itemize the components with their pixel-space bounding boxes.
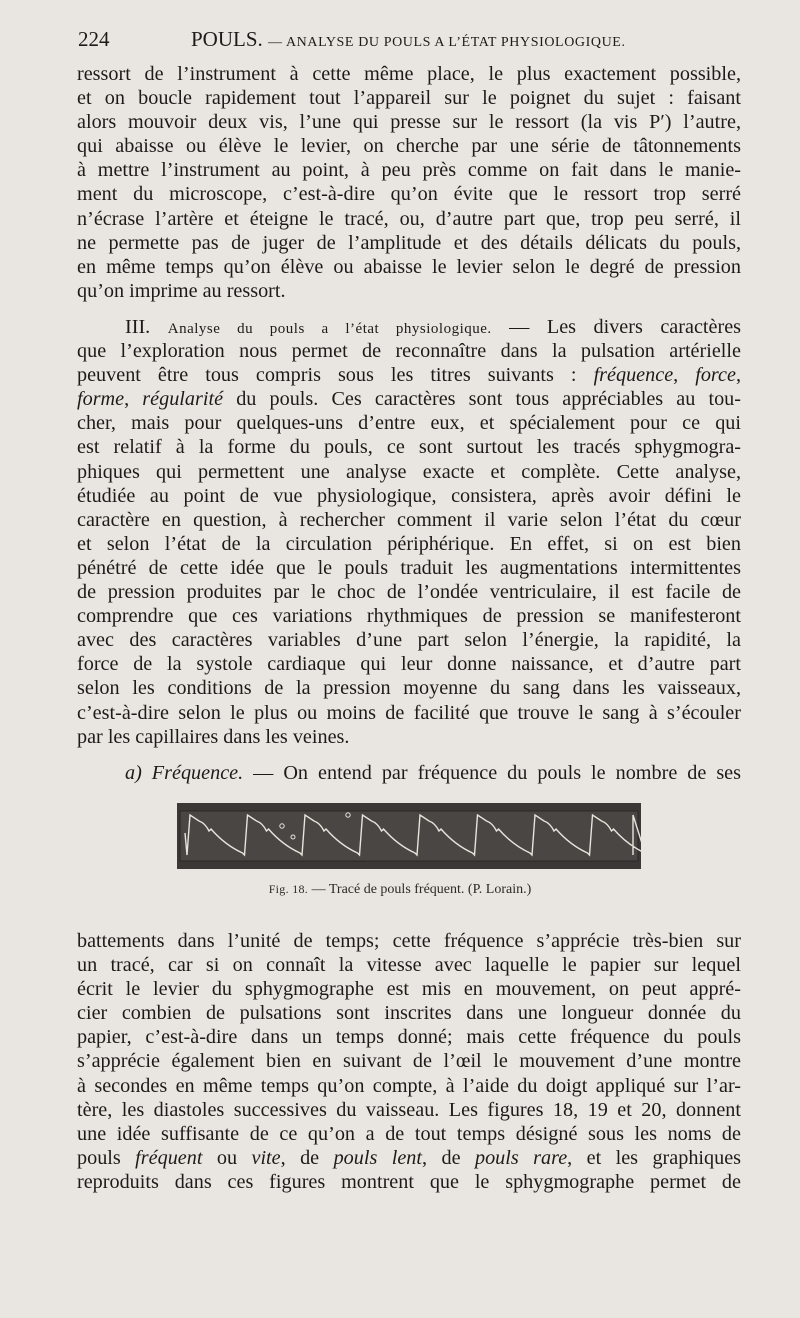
text-line bbox=[77, 363, 741, 387]
text-line: en même temps qu’on élève ou abaisse le levier selon le degré de pression bbox=[77, 255, 741, 278]
italic-term: régularité bbox=[142, 388, 224, 411]
section-title: Analyse du pouls a l’état physiologique. bbox=[167, 321, 492, 337]
text-line: que l’exploration nous permet de reconnaître dans la pulsation artérielle bbox=[77, 340, 741, 363]
italic-term: fréquent bbox=[135, 1146, 203, 1169]
text-fragment: , bbox=[673, 364, 679, 387]
running-title-sub: — ANALYSE DU POULS A L’ÉTAT PHYSIOLOGIQUE. bbox=[268, 35, 626, 50]
text-line: pénétré de cette idée que le pouls traduit les augmentations intermittentes bbox=[77, 556, 741, 579]
text-fragment: ou bbox=[216, 1146, 238, 1169]
text-line: reproduits dans ces figures montrent que le sphygmographe permet de bbox=[77, 1170, 741, 1193]
text-line: ne permette pas de juger de l’amplitude et des détails délicats du pouls, bbox=[77, 231, 741, 254]
text-line: de pression produites par le choc de l’ondée ventriculaire, il est facile de bbox=[77, 581, 741, 604]
running-header bbox=[78, 22, 738, 56]
section-heading-line bbox=[77, 315, 741, 339]
text-fragment: , de bbox=[422, 1146, 461, 1169]
italic-term: forme bbox=[77, 388, 125, 411]
text-fragment: , bbox=[735, 364, 741, 387]
text-fragment: , bbox=[124, 388, 130, 411]
text-fragment: — On entend par fréquence du pouls le nombre de ses bbox=[253, 762, 741, 784]
text-fragment: peuvent être tous compris sous les titres suivants : bbox=[77, 364, 577, 387]
section-analysis bbox=[77, 315, 741, 749]
page-number: 224 bbox=[78, 27, 110, 51]
text-line: ressort de l’instrument à cette même place, le plus exactement possible, bbox=[77, 63, 741, 85]
frequency-label: a) Fréquence. bbox=[125, 762, 244, 784]
text-line bbox=[77, 387, 741, 411]
paragraph-instrument bbox=[77, 62, 741, 303]
text-line: à mettre l’instrument au point, à peu près comme on fait dans le manie- bbox=[77, 159, 741, 182]
italic-term: force bbox=[695, 364, 736, 387]
text-line: qui abaisse ou élève le levier, on cherche par une série de tâtonnements bbox=[77, 135, 741, 158]
text-fragment: , et les graphiques bbox=[567, 1146, 741, 1169]
text-line: comprendre que ces variations rhythmiques de pression se manifesteront bbox=[77, 605, 741, 628]
text-line: papier, c’est-à-dire dans un temps donné; mais cette fréquence du pouls bbox=[77, 1026, 741, 1049]
text-line: qu’on imprime au ressort. bbox=[77, 279, 286, 302]
text-line: n’écrase l’artère et éteigne le tracé, ou, d’autre part que, trop peu serré, il bbox=[77, 207, 741, 230]
paragraph-frequency bbox=[77, 929, 741, 1194]
text-line bbox=[77, 1146, 741, 1170]
text-line: un tracé, car si on connaît la vitesse avec laquelle le papier sur lequel bbox=[77, 954, 741, 977]
text-line: est relatif à la forme du pouls, ce sont surtout les tracés sphygmogra- bbox=[77, 436, 741, 459]
text-line: force de la systole cardiaque qui leur donne naissance, et d’autre part bbox=[77, 653, 741, 676]
text-line: c’est-à-dire selon le plus ou moins de facilité que trouve le sang à s’écouler bbox=[77, 701, 741, 724]
figure-number: Fig. 18. bbox=[268, 882, 309, 896]
figure-caption-text: — Tracé de pouls fréquent. (P. Lorain.) bbox=[311, 882, 532, 897]
section-number: III. bbox=[125, 316, 151, 338]
text-line: ment du microscope, c’est-à-dire qu’on évite que le ressort trop serré bbox=[77, 183, 741, 206]
text-line: et on boucle rapidement tout l’appareil sur le poignet du sujet : faisant bbox=[77, 87, 741, 110]
text-line: cher, mais pour quelques-uns d’entre eux, et spécialement pour ce qui bbox=[77, 412, 741, 435]
text-line: phiques qui permettent une analyse exacte et complète. Cette analyse, bbox=[77, 460, 741, 483]
italic-term: vite bbox=[251, 1146, 281, 1169]
text-line: alors mouvoir deux vis, l’une qui presse sur le ressort (la vis P′) l’autre, bbox=[77, 111, 741, 134]
text-line bbox=[77, 761, 741, 785]
running-title bbox=[191, 22, 626, 60]
text-line: s’apprécie également bien en suivant de l’œil le mouvement d’une montre bbox=[77, 1050, 741, 1073]
text-fragment: , de bbox=[280, 1146, 320, 1169]
text-line: écrit le levier du sphygmographe est mis en mouvement, on peut appré- bbox=[77, 978, 741, 1001]
text-line: par les capillaires dans les veines. bbox=[77, 725, 350, 748]
text-line: selon les conditions de la pression moyenne du sang dans les vaisseaux, bbox=[77, 677, 741, 700]
pulse-tracing-figure bbox=[177, 803, 641, 869]
paragraph-frequency-intro bbox=[77, 761, 741, 785]
text-fragment: du pouls. Ces caractères sont tous appréciables au tou- bbox=[236, 388, 741, 411]
figure-caption bbox=[0, 880, 800, 899]
text-fragment: — Les divers caractères bbox=[509, 316, 741, 338]
italic-term: pouls lent bbox=[333, 1146, 423, 1169]
pulse-tracing-graphic bbox=[177, 803, 641, 869]
italic-term: pouls rare bbox=[474, 1146, 568, 1169]
text-line: étudiée au point de vue physiologique, consistera, après avoir défini le bbox=[77, 484, 741, 507]
running-title-main: POULS. bbox=[191, 27, 263, 51]
text-line: tère, les diastoles successives du vaisseau. Les figures 18, 19 et 20, donnent bbox=[77, 1098, 741, 1121]
text-line: caractère en question, à rechercher comment il varie selon l’état du cœur bbox=[77, 508, 741, 531]
text-line: à secondes en même temps qu’on compte, à l’aide du doigt appliqué sur l’ar- bbox=[77, 1074, 741, 1097]
text-line: avec des caractères variables d’une part selon l’énergie, la rapidité, la bbox=[77, 629, 741, 652]
text-line: battements dans l’unité de temps; cette fréquence s’apprécie très-bien sur bbox=[77, 930, 741, 952]
text-line: une idée suffisante de ce qu’on a de tout temps désigné sous les noms de bbox=[77, 1122, 741, 1145]
text-line: et selon l’état de la circulation périphérique. En effet, si on est bien bbox=[77, 532, 741, 555]
italic-term: fréquence bbox=[593, 364, 674, 387]
text-fragment: pouls bbox=[77, 1146, 121, 1169]
text-line: cier combien de pulsations sont inscrites dans une longueur donnée du bbox=[77, 1002, 741, 1025]
